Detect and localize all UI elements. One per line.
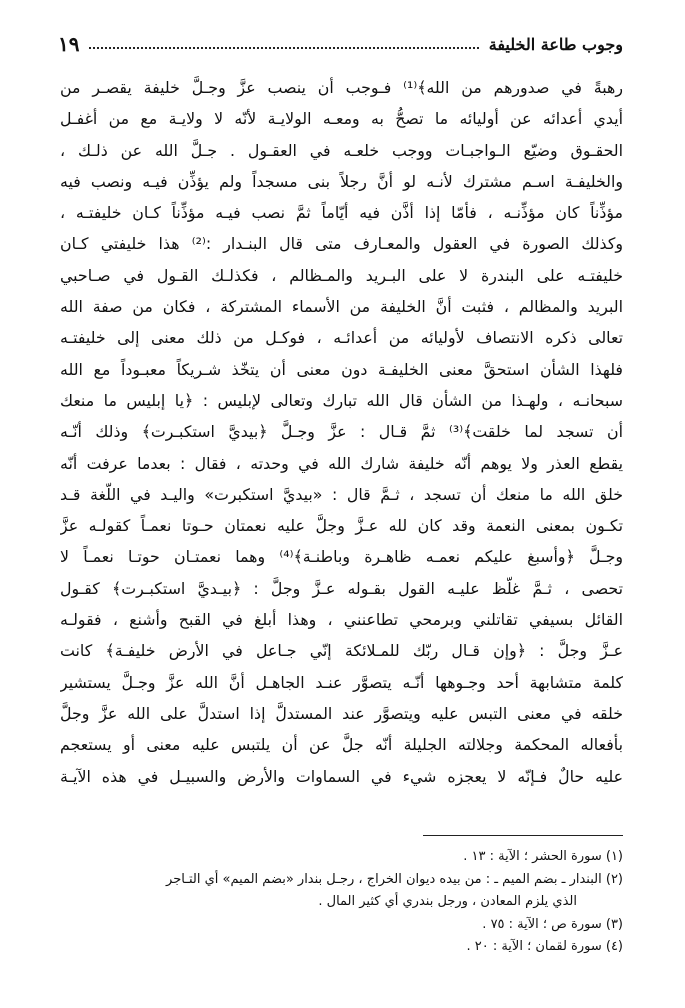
text-line: رهبةً في صدورهم من الله﴾⁽¹⁾ فـوجب أن ينصب عزَّ وجـلَّ خليفة يقصـر من — [60, 78, 623, 97]
text-line: القائل بسيفي تقاتلني وبرمحي تطاعنني ، وهذا أبلغ في القبح وأشنع ، فقولـه — [60, 610, 623, 630]
running-header — [58, 30, 623, 58]
header-dot-leader — [89, 47, 478, 49]
text-line: البريد والمظالم ، فثبت أنَّ الخليفة من الأسماء المشتركة ، فكان من صفة الله — [60, 297, 623, 317]
footnote-4: (٤) سورة لقمان ؛ الآية : ٢٠ . — [466, 939, 623, 954]
text-line: تكـون بمعنى النعمة وقد كان لله عـزَّ وجلَّ عليه نعمتان حـوتا نعمـاً كقولـه عزَّ — [60, 516, 623, 536]
text-line: وكذلك الصورة في العقول والمعـارف متى قال البنـدار :⁽²⁾ هذا خليفتي كـان — [60, 234, 623, 254]
footnotes — [60, 846, 623, 959]
text-line: أن تسجد لما خلقت﴾⁽³⁾ ثمَّ قـال : عزَّ وجـلَّ ﴿بيديَّ استكبـرت﴾ وذلك أنّـه — [60, 422, 623, 442]
text-line: أيدي أعدائه عن أوليائه ما تصحُّ به ومعـه الولايـة لأنّه لا ولايـة مع من أغفـل — [60, 109, 623, 129]
text-line: فلهذا الشأن استحقَّ معنى الخليفـة دون معنى أن يتخّذ شـريكاً معبـوداً مع الله — [60, 359, 623, 379]
body-text — [60, 72, 623, 792]
footnote-1: (١) سورة الحشر ؛ الآية : ١٣ . — [463, 849, 623, 864]
text-line: يقطع العذر ولا يوهم أنّه خليفة شارك الله في وحدته ، فقال : بعدما عرفت أنّه — [60, 453, 623, 473]
text-line: كلمة متشابهة أحد وجـوهها أنّـه يتصوَّر عنـد الجاهـل أنَّ الله عزَّ وجـلَّ يستشير — [60, 672, 623, 692]
text-line: خليفتـه على البندرة لا على البـريد والمـظالم ، فكذلـك القـول في صـاحبي — [60, 265, 623, 285]
text-line: خلقه في معنى التبس عليه ويتصوَّر عند المستدلَّ إذا استدلَّ على الله عزَّ وجلَّ — [60, 703, 623, 723]
text-line: تحصى ، ثـمَّ غلّظ عليـه القول بقـوله عـزَّ وجلَّ : ﴿بيـديَّ استكبـرت﴾ كقـول — [60, 578, 623, 598]
page-number: ١٩ — [58, 32, 80, 56]
text-line: عـزَّ وجلَّ : ﴿وإن قـال ربّك للمـلائكة إنّي جـاعل في الأرض خليفـة﴾ كانت — [60, 641, 623, 661]
text-line: وجـلَّ ﴿وأسبغ عليكم نعمـه ظاهـرة وباطنـة﴾⁽⁴⁾ وهما نعمتـان حوتـا نعمـاً لا — [60, 547, 623, 567]
text-line: عليه حالٌ فـإنّه لا يعجزه شيء في السماوات والأرض والسبيـل في هذه الآيـة — [60, 766, 623, 786]
text-line: سبحانـه ، ولهـذا من الشأن قال الله تبارك وتعالى لإبليس : ﴿يا إبليس ما منعك — [60, 390, 623, 410]
text-line: الحقـوق وضيّع الـواجبـات ووجب خلعـه في العقـول . جـلَّ الله عن ذلـك ، — [60, 140, 623, 160]
footnote-2: (٢) البندار ـ بضم الميم ـ : من بيده ديوان الخراج ، رجـل بندار «بضم الميم» أي التـاجر — [166, 871, 623, 887]
text-line: مؤذِّناً كان مؤذِّنـه ، فأمّا إذا أذَّن فيه أيّاماً ثمَّ نصب فيـه مؤذِّناً كـان خليفتـه ، — [60, 203, 623, 223]
text-line: والخليفـة اسـم مشترك لأنـه لو أنَّ رجلاً بنى مسجداً ولم يؤذِّن فيـه ونصب فيه — [60, 171, 623, 191]
text-line: بأفعاله المحكمة وجلالته الجليلة أنّه جلَّ عن أن يلتبس عليه معنى أو يستعجم — [60, 735, 623, 755]
text-line: تعالى ذكره الانتصاف لأوليائه من أعدائـه ، فوكـل من ذلك معنى إلى خليفتـه — [60, 328, 623, 348]
text-line: خلق الله ما منعك أن تسجد ، ثـمَّ قال : «بيديَّ استكبرت» واليـد في اللّغة قـد — [60, 484, 623, 504]
footnote-3: (٣) سورة ص ؛ الآية : ٧٥ . — [482, 916, 623, 932]
chapter-title: وجوب طاعة الخليفة — [488, 34, 623, 54]
footnote-2-continuation: الذي يلزم المعادن ، ورجل بندري أي كثير المال . — [318, 894, 577, 909]
footnote-separator — [423, 835, 623, 836]
